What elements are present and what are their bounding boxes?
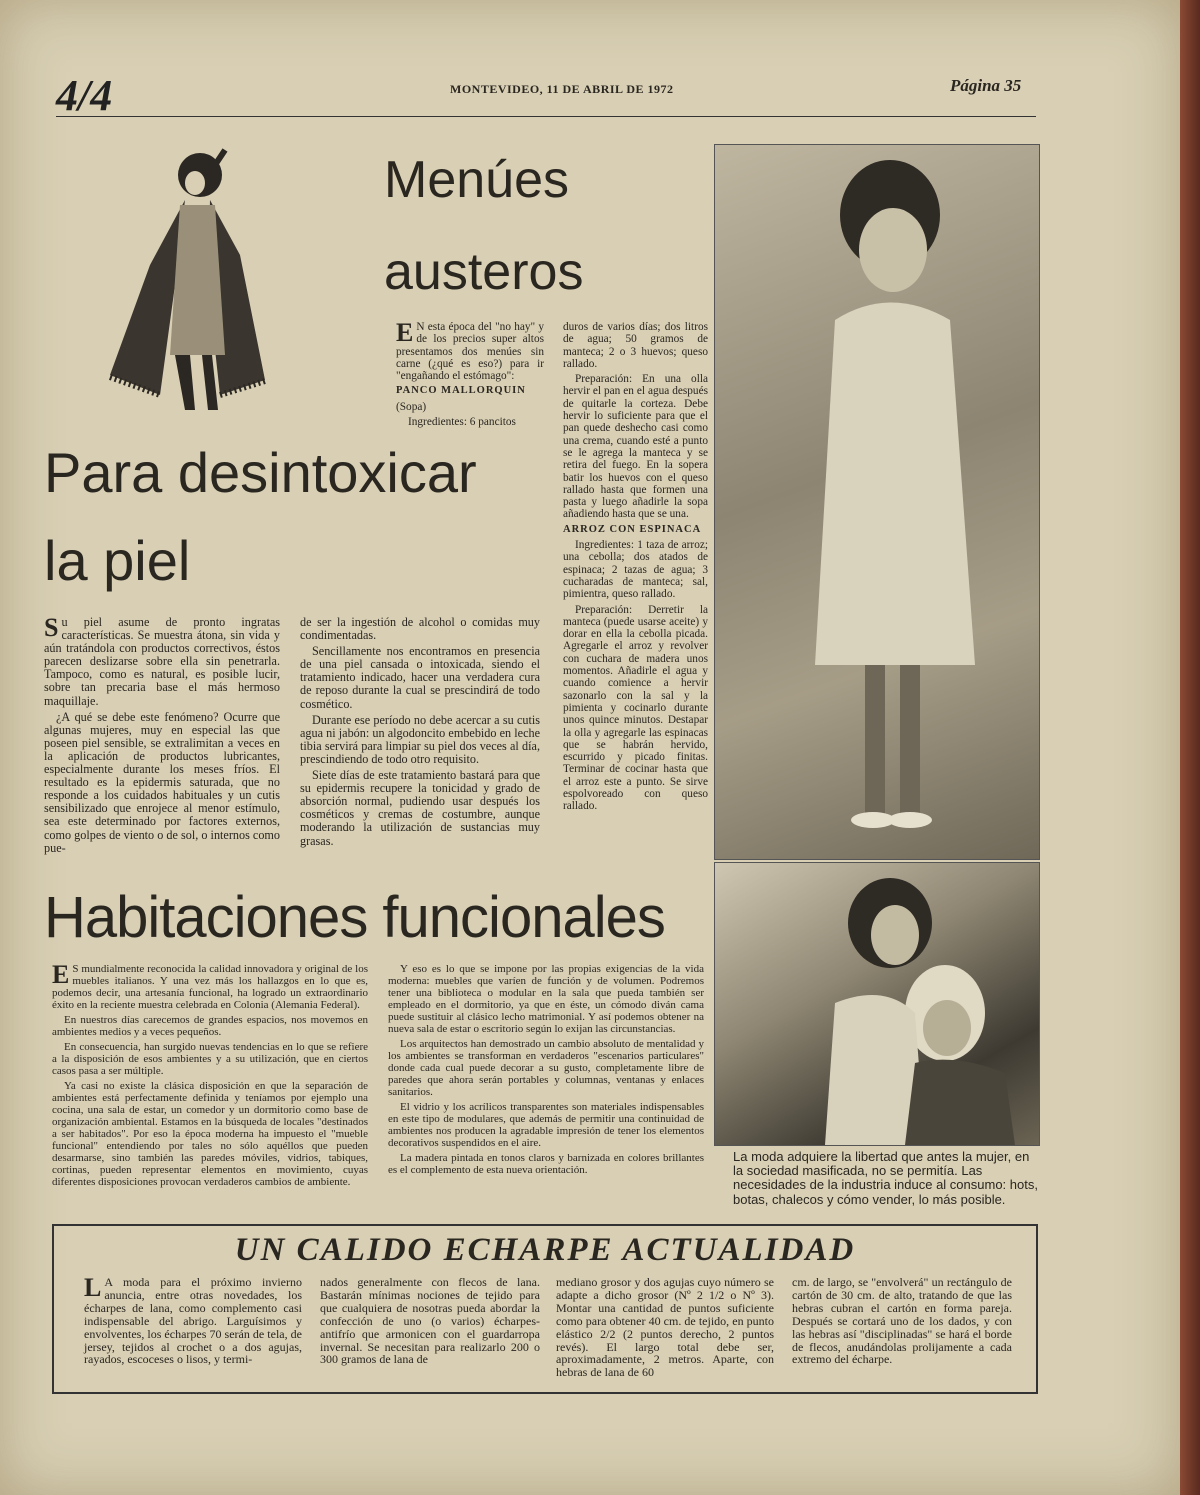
photo-caption: La moda adquiere la libertad que antes la mujer, en la sociedad masificada, no se permitía. Las necesidades de la industria induce al consumo: hots, botas, chalecos y cómo vender, lo más posible. bbox=[733, 1149, 1038, 1207]
page-number: Página 35 bbox=[950, 76, 1022, 95]
recipe-title: ARROZ CON ESPINACA bbox=[563, 523, 702, 535]
drop-cap: L bbox=[84, 1273, 102, 1302]
binding-edge bbox=[1180, 0, 1200, 1495]
echarpe-column-4 bbox=[792, 1276, 1012, 1369]
menues-column-2 bbox=[563, 321, 708, 816]
piel-column-1 bbox=[44, 613, 280, 858]
menues-column-1 bbox=[396, 318, 544, 431]
menues-paragraph: Preparación: En una olla hervir el pan en el agua después de quitarle la corteza. Debe hervir lo suficiente para que el pan quede deshecho casi como una crema, cuando esté a punto se le agrega la manteca y se retira del fuego. En la sopera batir los huevos con el queso rallado hasta que formen una pasta y luego añadirle la sopa añadiendo hasta que se una. bbox=[563, 373, 708, 521]
habitaciones-paragraph: Los arquitectos han demostrado un cambio absoluto de mentalidad y los ambientes se transforman en verdaderos "escenarios particulares" donde cada cual puede decorar a su gusto, completamente libre de paredes que ahora serán portables y columnas, ventanas y enlaces sanitarios. bbox=[388, 1038, 704, 1098]
recipe-title: PANCO MALLORQUIN bbox=[396, 385, 526, 397]
piel-paragraph: ¿A qué se debe este fenómeno? Ocurre que algunas mujeres, muy en especial las que poseen piel sensible, se extralimitan a veces en la aplicación de productos lubricantes, especialmente durante los meses fríos. El resultado es la epidermis saturada, que no responde a los cuidados habituales y un cutis sensibilizado que enrojece al menor estímulo, sea este determinado por factores externos, como golpes de viento o de sol, o internos como pue- bbox=[44, 709, 280, 855]
piel-title-line1: Para desintoxicar bbox=[44, 441, 477, 504]
habitaciones-title: Habitaciones funcionales bbox=[44, 885, 665, 950]
habitaciones-paragraph: En consecuencia, han surgido nuevas tendencias en lo que se refiere a la disposición de esos ambientes y a su utilización, que en ciertos casos pasa a ser múltiple. bbox=[52, 1041, 368, 1077]
fashion-photo-two-women bbox=[714, 862, 1040, 1146]
menues-title-line2: austeros bbox=[384, 243, 584, 301]
piel-title-line2: la piel bbox=[44, 529, 191, 592]
echarpe-text: nados generalmente con flecos de lana. Bastarán mínimas nociones de tejido para que cualquiera de nosotras pueda abordar la confección de uno (o varios) écharpes-antifrío que armonicen con el guardarropa invernal. Se necesitan para realizarlo 200 o 300 gramos de lana de bbox=[320, 1275, 540, 1367]
header-date: MONTEVIDEO, 11 DE ABRIL DE 1972 bbox=[450, 82, 674, 96]
habitaciones-paragraph: Y eso es lo que se impone por las propias exigencias de la vida moderna: muebles que varíen de función y de volumen. Podremos tener una biblioteca o modular en la sala que pueda también ser empleado en el dormitorio, ya que en éste, un cómodo diván cama puede sustituir al clásico lecho matrimonial. Y así podemos obtener na nueva sala de estar o escritorio según lo exijan las circunstancias. bbox=[388, 963, 704, 1035]
habitaciones-paragraph: En nuestros días carecemos de grandes espacios, nos movemos en ambientes medios y a veces pequeños. bbox=[52, 1014, 368, 1038]
habitaciones-paragraph: S mundialmente reconocida la calidad innovadora y original de los muebles italianos. Y una vez más los hallazgos en lo que es, podemos decir, una artesanía funcional, ha logrado un extraordinario éxito en la reciente muestra celebrada en Colonia (Alemania Federal). bbox=[52, 963, 368, 1011]
echarpe-text: cm. de largo, se "envolverá" un rectángulo de cartón de 30 cm. de alto, tratando de que las hebras cubran el cartón en forma pareja. Después se cortará uno de los dados, y con las hebras así "disciplinadas" se hará el borde de flecos, anudándolas prolijamente a cada extremo del écharpe. bbox=[792, 1275, 1012, 1367]
fashion-photo-dress bbox=[714, 144, 1040, 860]
dress-figure bbox=[715, 145, 1039, 859]
menues-intro: N esta época del "no hay" y de los precios super altos presentamos dos menúes sin carne (¿qué es eso?) para ir "engañando el estómago": bbox=[396, 321, 544, 383]
menues-paragraph: Preparación: Derretir la manteca (puede usarse aceite) y dorar en ella la cebolla picada. Agregarle el arroz y revolver con cuchara de madera unos momentos. Añadirle el agua y cuando comience a hervir sazonarlo con la sal y la pimienta y cocinarlo durante unos quince minutos. Destapar la olla y agregarle las espinacas que se habrán hervido, escurrido y picado finitas. Terminar de cocinar hasta que el arroz este a punto. Se sirve espolvoreado con queso rallado. bbox=[563, 603, 708, 813]
echarpe-column-1 bbox=[84, 1273, 302, 1369]
recipe-ingredients: Ingredientes: 6 pancitos bbox=[408, 416, 516, 429]
habitaciones-paragraph: Ya casi no existe la clásica disposición en que la separación de ambientes está perfectamente definida y teníamos por ejemplo una cocina, una sala de estar, un comedor y un dormitorio como base de organización ambiental. Estamos en la búsqueda de locales "destinados a ser habitados". Por eso la época moderna ha impuesto el "mueble funcional" entendiendo por tales no sólo aquéllos que pueden desarmarse, sino también las paredes móviles, vidrios, tabiques, cortinas, pueden representar elementos en movimiento, cuyas diferentes disposiciones provocan verdaderos cambios de ambiente. bbox=[52, 1080, 368, 1188]
habitaciones-paragraph: La madera pintada en tonos claros y barnizada en colores brillantes es el complemento de esta nueva orientación. bbox=[388, 1152, 704, 1176]
header-rule bbox=[56, 116, 1036, 117]
piel-column-2 bbox=[300, 616, 540, 851]
menues-paragraph: duros de varios días; dos litros de agua; 50 gramos de manteca; 2 o 3 huevos; queso rallado. bbox=[563, 321, 708, 370]
echarpe-box bbox=[52, 1224, 1038, 1394]
piel-paragraph: Durante ese período no debe acercar a su cutis agua ni jabón: un algodoncito embebido en leche tibia servirá para limpiar su piel dos veces al día, prescindiendo de todo otro requisito. bbox=[300, 712, 540, 766]
habitaciones-column-2 bbox=[388, 963, 704, 1179]
echarpe-column-3 bbox=[556, 1276, 774, 1382]
echarpe-column-2 bbox=[320, 1276, 540, 1369]
two-women-figures bbox=[715, 863, 1039, 1145]
section-logo: 4/4 bbox=[56, 71, 113, 120]
habitaciones-paragraph: El vidrio y los acrílicos transparentes son materiales indispensables en este tipo de modulares, que además de permitir una continuidad de ambientes nos producen la agradable impresión de tener los elementos decorativos suspendidos en el aire. bbox=[388, 1101, 704, 1149]
habitaciones-column-1 bbox=[52, 960, 368, 1191]
drop-cap: E bbox=[396, 318, 414, 347]
drop-cap: E bbox=[52, 960, 70, 989]
echarpe-text: mediano grosor y dos agujas cuyo número se adapte a dicho grosor (Nº 2 1/2 o Nº 3). Montar una cantidad de puntos suficiente como para obtener 40 cm. de tejido, en punto elástico 2/2 (2 puntos derecho, 2 puntos revés). El largo total debe ser, aproximadamente, 2 metros. Aparte, con hebras de lana de 60 bbox=[556, 1275, 774, 1380]
fashion-illustration bbox=[90, 145, 290, 415]
menues-title-line1: Menúes bbox=[384, 151, 569, 209]
echarpe-title: UN CALIDO ECHARPE ACTUALIDAD bbox=[234, 1232, 856, 1268]
recipe-subtitle: (Sopa) bbox=[396, 400, 427, 413]
piel-paragraph: u piel asume de pronto ingratas características. Se muestra átona, sin vida y aún tratándola con productos correctivos, éstos parecen deslizarse sobre ella sin penetrarla. Tampoco, como es natural, es posible lucir, sobre tan precaria base el más hermoso maquillaje. bbox=[44, 615, 280, 708]
piel-paragraph: Siete días de este tratamiento bastará para que su epidermis recupere la tonicidad y grado de absorción normal, pudiendo usar después los cosméticos y cremas de costumbre, aunque moderando la utilización de sustancias muy grasas. bbox=[300, 768, 540, 848]
drop-cap: S bbox=[44, 613, 59, 642]
menues-paragraph: Ingredientes: 1 taza de arroz; una cebolla; dos atados de espinaca; 2 tazas de agua; 3 cucharadas de manteca; sal, pimientra, queso rallado. bbox=[563, 539, 708, 601]
echarpe-text: A moda para el próximo invierno anuncia, entre otras novedades, los écharpes de lana, como complemento casi indispensable del abrigo. Larguísimos y envolventes, los écharpes 70 serán de tela, de jersey, tejidos al crochet o a dos agujas, rayados, escoceses o lisos, y termi- bbox=[84, 1275, 302, 1367]
piel-paragraph: Sencillamente nos encontramos en presencia de una piel cansada o intoxicada, siendo el tratamiento indicado, hacer una verdadera cura de reposo durante la cual se prescindirá de todo cosmético. bbox=[300, 644, 540, 711]
piel-paragraph: de ser la ingestión de alcohol o comidas muy condimentadas. bbox=[300, 615, 540, 643]
